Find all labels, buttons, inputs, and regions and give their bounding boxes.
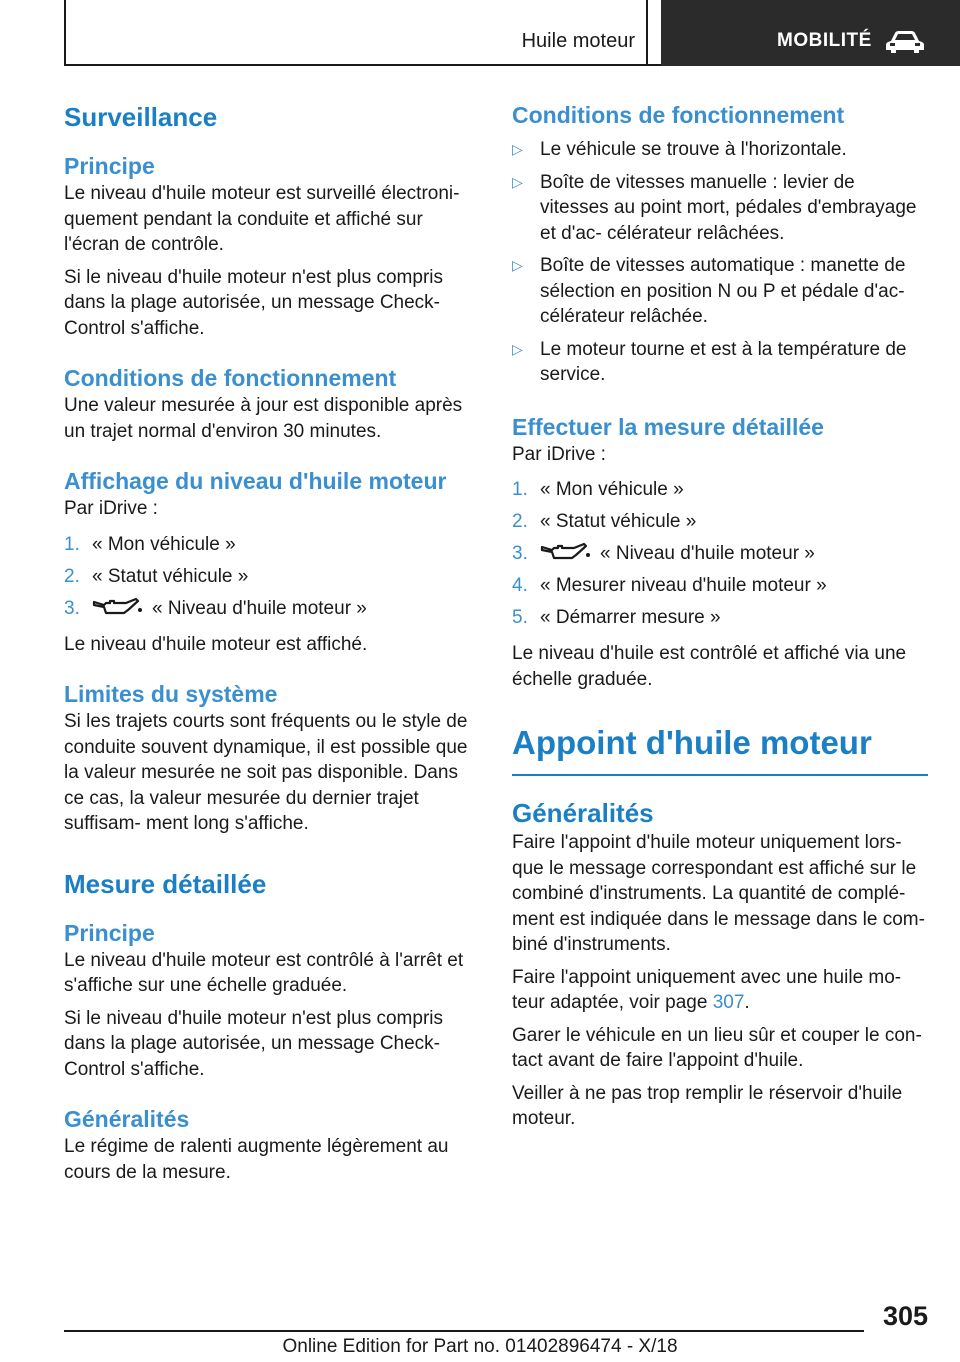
heading-generalites: Généralités	[64, 1106, 190, 1132]
list-item	[512, 137, 928, 163]
triangle-bullet-icon: ▷	[512, 340, 523, 357]
footer-edition-text: Online Edition for Part no. 01402896474 - X/18	[282, 1336, 678, 1357]
step-number: 4.	[512, 575, 528, 596]
heading-principe: Principe	[64, 153, 155, 179]
heading-limites: Limites du système	[64, 681, 278, 707]
paragraph: Le niveau d'huile est contrôlé et affiché via une échelle graduée.	[512, 643, 907, 690]
step-number: 1.	[512, 479, 528, 500]
paragraph: Le niveau d'huile moteur est contrôlé à l'arrêt et s'affiche sur une échelle graduée.	[64, 949, 464, 996]
heading-affichage: Affichage du niveau d'huile moteur	[64, 468, 447, 494]
step-text: « Mesurer niveau d'huile moteur »	[540, 575, 827, 596]
step-number: 3.	[64, 597, 80, 619]
list-item	[512, 170, 928, 247]
paragraph: Par iDrive :	[512, 443, 606, 465]
page-link[interactable]: 307	[712, 992, 745, 1013]
heading-principe: Principe	[64, 919, 155, 946]
paragraph: Par iDrive :	[64, 498, 158, 519]
paragraph: Si le niveau d'huile moteur n'est plus compris dans la plage autorisée, un message Check- Control s'affiche.	[64, 1007, 443, 1080]
paragraph: Faire l'appoint d'huile moteur uniquement lors‐ que le message correspondant est affiché sur le combiné d'instruments. La quantité de complé‐ ment est indiquée dans le message dans le com‐ biné d'instruments.	[512, 832, 925, 955]
step-number: 2.	[512, 511, 528, 532]
list-item	[512, 570, 928, 602]
list-item	[512, 474, 928, 506]
paragraph	[512, 965, 928, 1016]
chapter-label: MOBILITÉ	[777, 30, 872, 51]
affichage-steps	[64, 529, 482, 625]
list-item	[512, 337, 928, 388]
list-item	[512, 602, 928, 634]
heading-mesure-detaillee: Mesure détaillée	[64, 868, 267, 899]
list-item	[512, 538, 928, 570]
step-text: « Statut véhicule »	[540, 511, 697, 532]
page-number: 305	[882, 1301, 928, 1331]
paragraph: Si le niveau d'huile moteur n'est plus compris dans la plage autorisée, un message Check- Control s'affiche.	[64, 266, 443, 339]
step-number: 3.	[512, 543, 528, 564]
list-item-text: Boîte de vitesses manuelle : levier de vitesses au point mort, pédales d'embrayage et d'ac‐ célérateur relâchées.	[540, 171, 917, 244]
step-text: « Mon véhicule »	[92, 533, 236, 555]
right-column	[512, 100, 928, 1132]
heading-surveillance: Surveillance	[64, 102, 218, 132]
effectuer-steps	[512, 474, 928, 634]
left-column	[64, 100, 482, 1185]
oil-can-icon	[540, 541, 592, 563]
paragraph-text: Faire l'appoint uniquement avec une huile mo‐ teur adaptée, voir page	[512, 966, 902, 1013]
paragraph: Le niveau d'huile moteur est affiché.	[64, 633, 368, 655]
step-text: « Niveau d'huile moteur »	[600, 543, 815, 564]
header-section-title: Huile moteur	[521, 30, 635, 52]
paragraph: Garer le véhicule en un lieu sûr et couper le con‐ tact avant de faire l'appoint d'huile.	[512, 1024, 922, 1071]
car-icon	[885, 29, 925, 55]
triangle-bullet-icon: ▷	[512, 173, 523, 190]
list-item	[64, 561, 482, 593]
heading-conditions: Conditions de fonctionnement	[64, 365, 397, 391]
triangle-bullet-icon: ▷	[512, 257, 523, 273]
list-item	[512, 253, 928, 330]
heading-conditions: Conditions de fonctionnement	[512, 102, 845, 128]
list-item-text: Le véhicule se trouve à l'horizontale.	[540, 139, 847, 160]
conditions-list	[512, 137, 928, 388]
list-item-text: Le moteur tourne et est à la température de service.	[540, 338, 907, 385]
paragraph: Veiller à ne pas trop remplir le réservoir d'huile moteur.	[512, 1082, 903, 1129]
triangle-bullet-icon: ▷	[512, 141, 523, 157]
step-number: 2.	[64, 565, 80, 587]
list-item-text: Boîte de vitesses automatique : manette de sélection en position N ou P et pédale d'ac‐ célérateur relâchée.	[540, 255, 906, 327]
list-item	[512, 506, 928, 538]
paragraph-text: .	[744, 992, 750, 1013]
oil-can-icon	[92, 596, 144, 618]
list-item	[64, 593, 482, 625]
paragraph: Une valeur mesurée à jour est disponible après un trajet normal d'environ 30 minutes.	[64, 395, 463, 442]
step-number: 5.	[512, 607, 528, 628]
heading-effectuer: Effectuer la mesure détaillée	[512, 413, 824, 440]
heading-appoint-huile: Appoint d'huile moteur	[512, 720, 928, 776]
list-item	[64, 529, 482, 561]
heading-generalites: Généralités	[512, 798, 654, 828]
step-text: « Démarrer mesure »	[540, 607, 721, 628]
paragraph: Le régime de ralenti augmente légèrement au cours de la mesure.	[64, 1136, 449, 1183]
paragraph: Si les trajets courts sont fréquents ou le style de conduite souvent dynamique, il est possible que la valeur mesurée ne soit pas disponible. Dans ce cas, la valeur mesurée du dernier trajet suffisam‐ ment long s'affiche.	[64, 711, 468, 834]
step-text: « Niveau d'huile moteur »	[152, 597, 367, 619]
footer-rule	[64, 1330, 864, 1332]
step-text: « Mon véhicule »	[540, 479, 684, 500]
paragraph: Le niveau d'huile moteur est surveillé électroni‐ quement pendant la conduite et affiché sur l'écran de contrôle.	[64, 183, 460, 255]
step-text: « Statut véhicule »	[92, 565, 249, 587]
step-number: 1.	[64, 533, 80, 555]
